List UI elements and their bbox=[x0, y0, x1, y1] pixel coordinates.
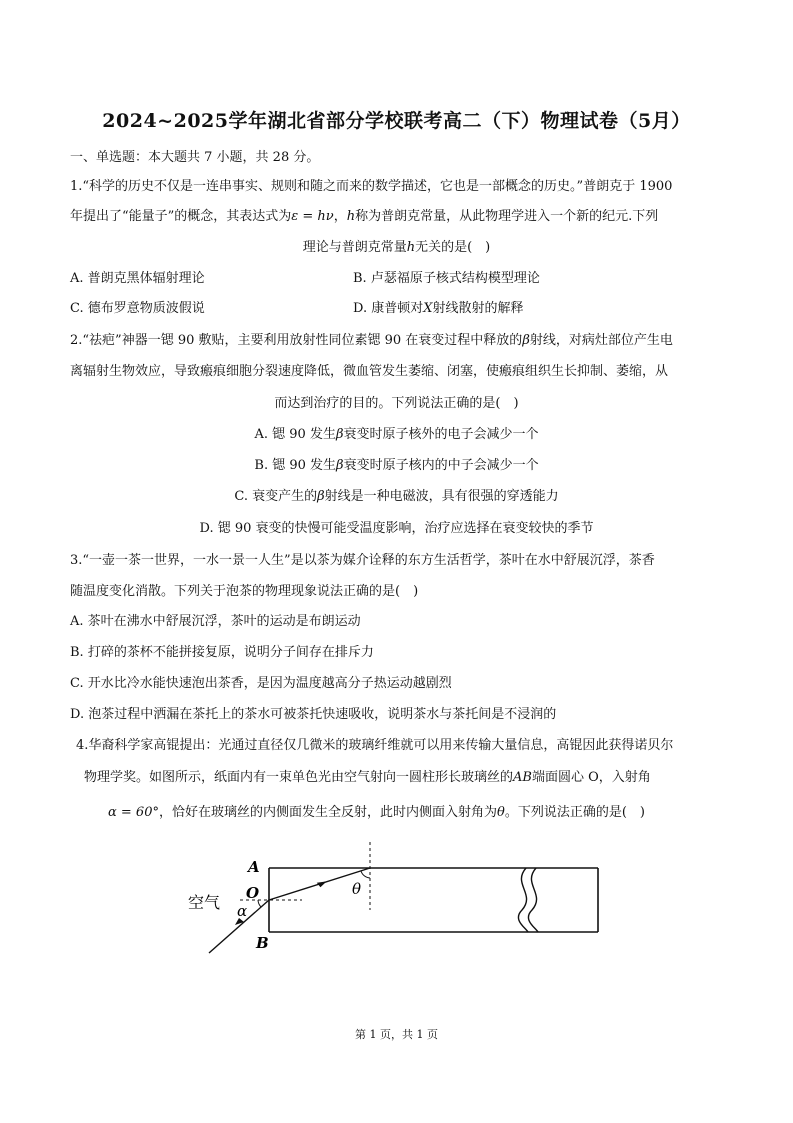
q3-line-2: 随温度变化消散。下列关于泡茶的物理现象说法正确的是( ) bbox=[70, 584, 419, 599]
q4-line-3-post: 。下列说法正确的是( ) bbox=[504, 805, 645, 820]
q1-option-a: A. 普朗克黑体辐射理论 bbox=[70, 271, 205, 286]
optical-fiber-diagram bbox=[180, 840, 610, 970]
q4-line-1: 4.华裔科学家高锟提出：光通过直径仅几微米的玻璃纤维就可以用来传输大量信息，高锟因此获得诺贝尔 bbox=[76, 738, 674, 753]
q1-option-d-pre: D. 康普顿对 bbox=[353, 301, 424, 316]
q1-line-2-post: 称为普朗克常量，从此物理学进入一个新的纪元.下列 bbox=[355, 209, 659, 224]
q2-line-1-post: 射线，对病灶部位产生电 bbox=[529, 333, 673, 348]
q1-option-d bbox=[353, 301, 524, 317]
label-b: B bbox=[256, 934, 269, 952]
q2-line-2: 离辐射生物效应，导致瘢痕细胞分裂速度降低，微血管发生萎缩、闭塞，使瘢痕组织生长抑制、萎缩，从 bbox=[70, 364, 669, 379]
q4-line-2-post: 端面圆心 O，入射角 bbox=[531, 770, 651, 785]
q2-option-c-post: 射线是一种电磁波，具有很强的穿透能力 bbox=[324, 489, 559, 504]
q2-option-a bbox=[0, 427, 793, 443]
q2-beta-symbol: β bbox=[522, 333, 530, 348]
q1-line-2-pre: 年提出了“能量子”的概念，其表达式为 bbox=[70, 209, 292, 224]
label-alpha: α bbox=[237, 902, 248, 920]
q4-line-2-pre: 物理学奖。如图所示，纸面内有一束单色光由空气射向一圆柱形长玻璃丝的 bbox=[84, 770, 514, 785]
q1-formula: ε = hν bbox=[291, 209, 334, 224]
q1-option-b: B. 卢瑟福原子核式结构模型理论 bbox=[353, 271, 540, 286]
section-heading: 一、单选题：本大题共 7 小题，共 28 分。 bbox=[70, 150, 320, 165]
q3-option-d: D. 泡茶过程中洒漏在茶托上的茶水可被茶托快速吸收，说明茶水与茶托间是不浸润的 bbox=[70, 707, 557, 722]
q2-line-1 bbox=[70, 333, 673, 349]
q2-line-3: 而达到治疗的目的。下列说法正确的是( ) bbox=[274, 396, 519, 411]
q4-theta-symbol: θ bbox=[497, 805, 505, 820]
label-air: 空气 bbox=[188, 893, 221, 912]
q1-line-2-mid: ， bbox=[333, 209, 347, 224]
q2-line-1-pre: 2.“祛疤”神器一锶 90 敷贴，主要利用放射性同位素锶 90 在衰变过程中释放的 bbox=[70, 333, 523, 348]
q2-option-c-beta: β bbox=[317, 489, 325, 504]
label-o: O bbox=[246, 884, 260, 902]
q1-h-symbol-2: h bbox=[406, 240, 416, 255]
q3-option-a: A. 茶叶在沸水中舒展沉浮，茶叶的运动是布朗运动 bbox=[70, 614, 361, 629]
q4-line-3-mid: ，恰好在玻璃丝的内侧面发生全反射，此时内侧面入射角为 bbox=[158, 805, 497, 820]
page-footer: 第 1 页，共 1 页 bbox=[355, 1028, 438, 1041]
q2-option-b-post: 衰变时原子核内的中子会减少一个 bbox=[343, 458, 539, 473]
q3-option-b: B. 打碎的茶杯不能拼接复原，说明分子间存在排斥力 bbox=[70, 645, 374, 660]
q1-line-2 bbox=[70, 209, 658, 225]
q4-line-3 bbox=[108, 805, 645, 821]
label-theta: θ bbox=[352, 880, 362, 898]
q2-option-b-pre: B. 锶 90 发生 bbox=[254, 458, 337, 473]
q3-line-1: 3.“一壶一茶一世界，一水一景一人生”是以茶为媒介诠释的东方生活哲学，茶叶在水中舒展沉浮，茶香 bbox=[70, 553, 655, 568]
q3-option-c: C. 开水比冷水能快速泡出茶香，是因为温度越高分子热运动越剧烈 bbox=[70, 676, 452, 691]
q1-line-3-post: 无关的是( ) bbox=[415, 240, 491, 255]
q2-option-c bbox=[0, 489, 793, 505]
break-mark-left bbox=[518, 868, 528, 932]
q2-option-a-pre: A. 锶 90 发生 bbox=[254, 427, 336, 442]
q2-option-a-post: 衰变时原子核外的电子会减少一个 bbox=[343, 427, 539, 442]
q4-line-2 bbox=[84, 770, 651, 786]
q1-line-3 bbox=[0, 240, 793, 256]
q1-line-1: 1.“科学的历史不仅是一连串事实、规则和随之而来的数学描述，它也是一部概念的历史。”普朗克于 1900 bbox=[70, 179, 673, 194]
q2-option-d: D. 锶 90 衰变的快慢可能受温度影响，治疗应选择在衰变较快的季节 bbox=[199, 521, 594, 536]
q1-h-symbol: h bbox=[346, 209, 356, 224]
q1-option-d-x: X bbox=[423, 301, 433, 316]
q2-option-b-beta: β bbox=[336, 458, 344, 473]
q4-ab-label: AB bbox=[513, 770, 532, 785]
page-title: 2024~2025学年湖北省部分学校联考高二（下）物理试卷（5月） bbox=[102, 110, 691, 132]
label-a: A bbox=[248, 858, 260, 876]
q4-alpha-formula: α = 60° bbox=[108, 805, 159, 820]
q1-line-3-pre: 理论与普朗克常量 bbox=[302, 240, 407, 255]
q2-option-b bbox=[0, 458, 793, 474]
q2-option-a-beta: β bbox=[335, 427, 344, 442]
q1-option-d-post: 射线散射的解释 bbox=[432, 301, 524, 316]
theta-arc bbox=[361, 871, 370, 878]
q1-option-c: C. 德布罗意物质波假说 bbox=[70, 301, 205, 316]
break-mark-right bbox=[528, 868, 538, 932]
q2-option-c-pre: C. 衰变产生的 bbox=[234, 489, 318, 504]
